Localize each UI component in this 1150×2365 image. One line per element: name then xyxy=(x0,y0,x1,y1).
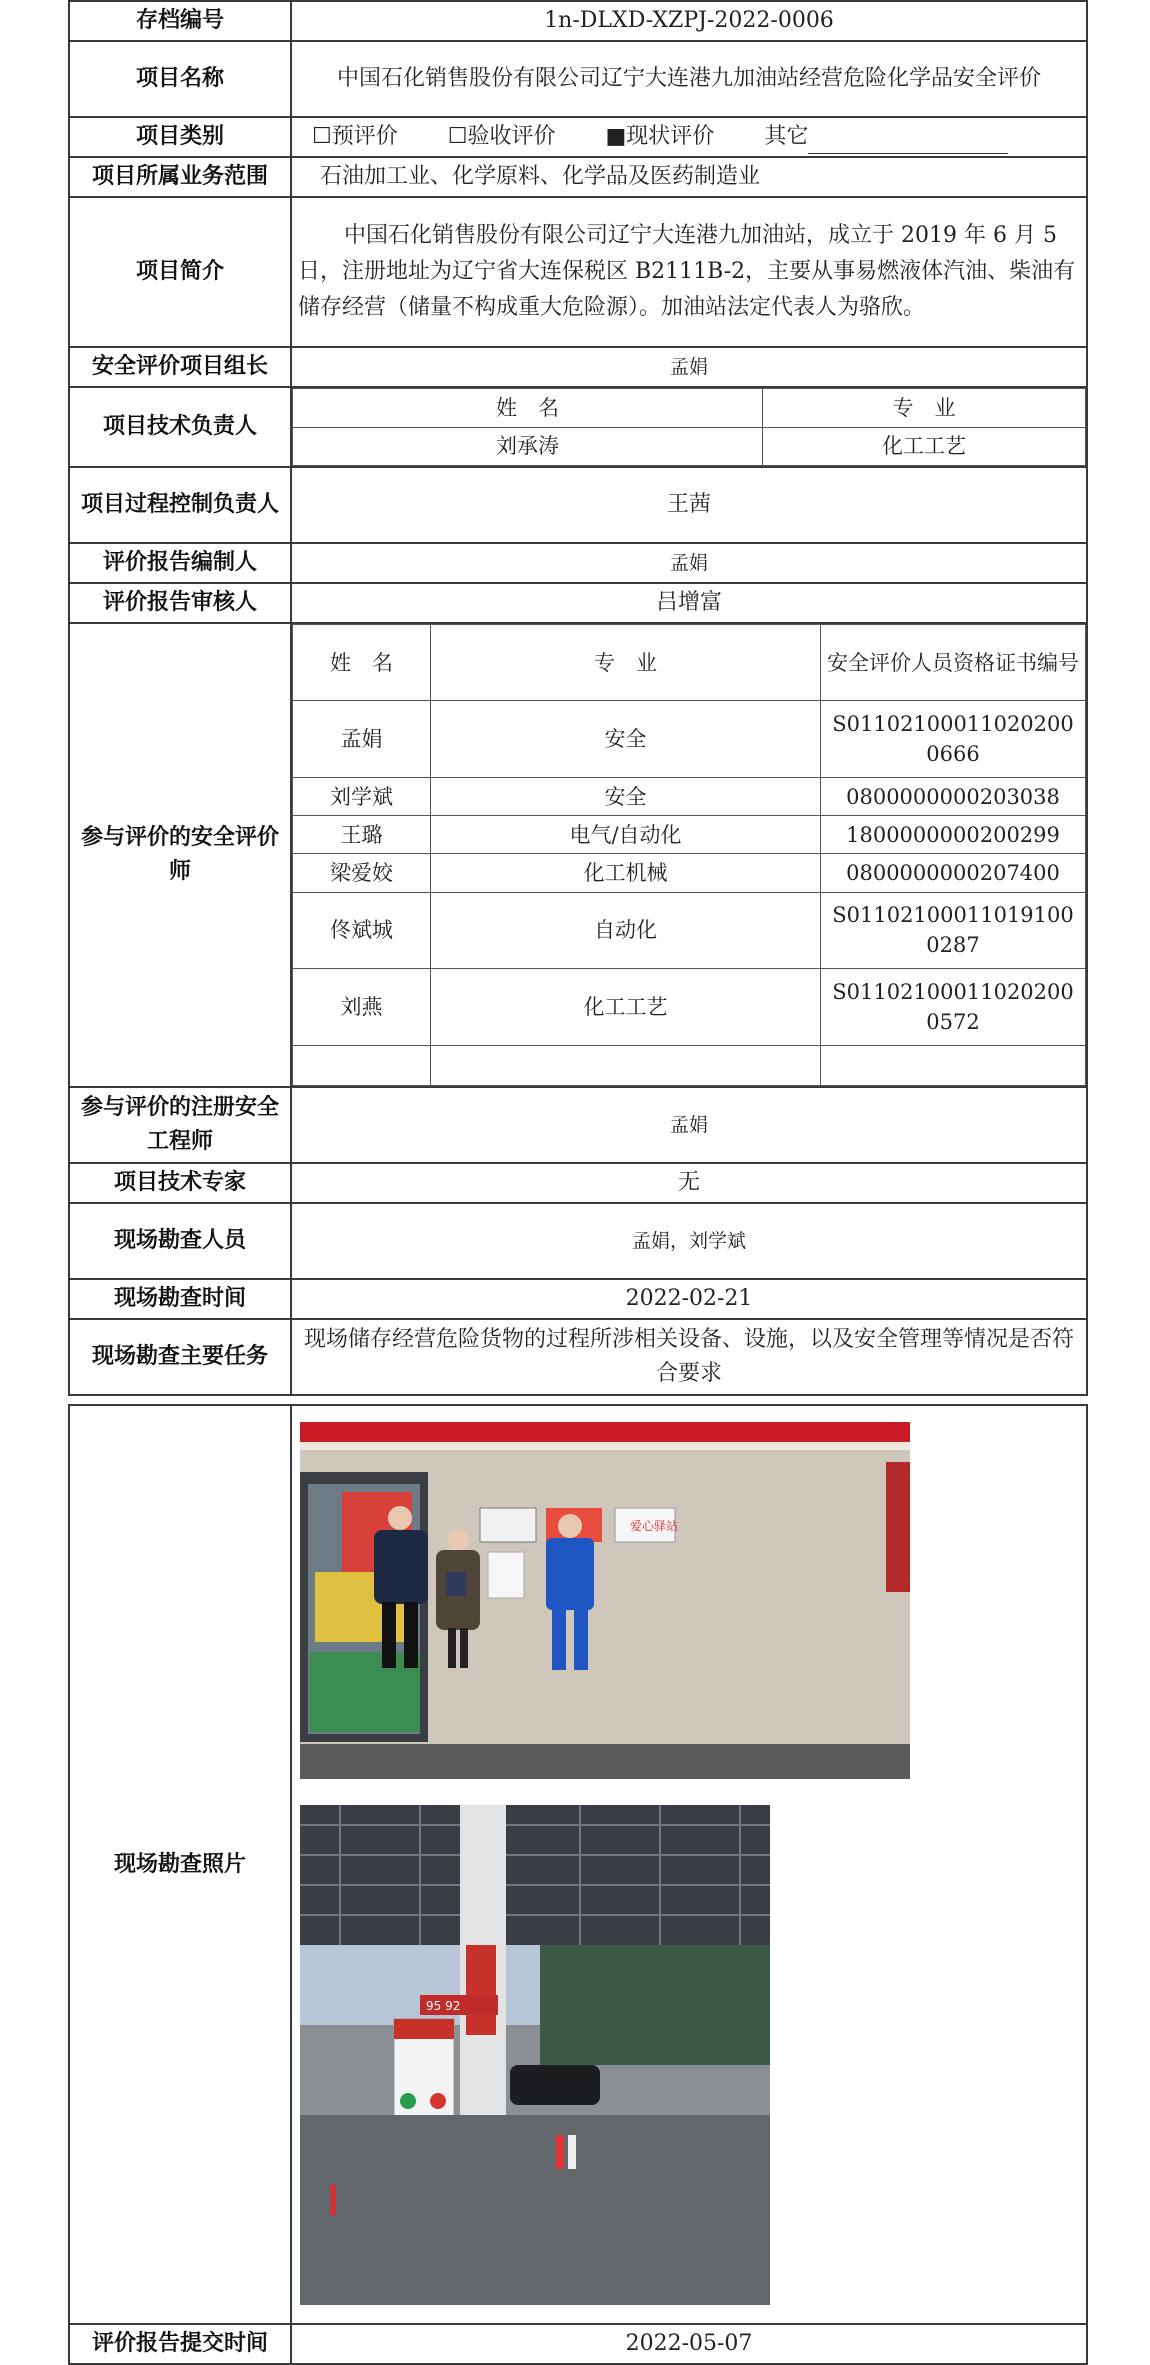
intro-label: 项目简介 xyxy=(69,197,291,347)
submit-time-label: 评价报告提交时间 xyxy=(69,2324,291,2364)
assessor-cert: 1800000000200299 xyxy=(821,816,1086,854)
checkbox-status-eval-checked: ■ xyxy=(605,124,627,149)
record-table xyxy=(68,0,1088,1396)
table-row xyxy=(293,969,1086,1045)
table-row-empty xyxy=(293,1045,1086,1085)
price-sign-text: 95 92 xyxy=(426,1999,461,2013)
assessor-major: 安全 xyxy=(431,777,821,815)
report-reviewer-label: 评价报告审核人 xyxy=(69,583,291,623)
other-blank-line xyxy=(808,131,1008,154)
tech-lead-name: 刘承涛 xyxy=(293,427,763,466)
fuel-island-photo-graphic xyxy=(300,1805,770,2305)
project-type-options xyxy=(291,117,1087,157)
checkbox-pre-eval: ☐ xyxy=(312,124,332,149)
photo-table xyxy=(68,1404,1088,2365)
report-writer-value: 孟娟 xyxy=(291,543,1087,583)
assessors-label: 参与评价的安全评价师 xyxy=(69,623,291,1087)
table-row xyxy=(293,777,1086,815)
project-name-row xyxy=(69,41,1087,117)
assessor-cert: 0800000000203038 xyxy=(821,777,1086,815)
project-name-label: 项目名称 xyxy=(69,41,291,117)
option-pre-eval: 预评价 xyxy=(331,124,398,149)
archive-value: 1n-DLXD-XZPJ-2022-0006 xyxy=(291,1,1087,41)
assessor-major: 电气/自动化 xyxy=(431,816,821,854)
tech-expert-row xyxy=(69,1163,1087,1203)
tech-lead-table xyxy=(292,388,1086,466)
option-other: 其它 xyxy=(764,124,809,149)
registered-engineer-value: 孟娟 xyxy=(291,1087,1087,1163)
submit-time-row xyxy=(69,2324,1087,2364)
survey-time-row xyxy=(69,1279,1087,1319)
assessors-table xyxy=(292,624,1086,1086)
survey-staff-value: 孟娟，刘学斌 xyxy=(291,1203,1087,1279)
assessors-header-row xyxy=(293,625,1086,701)
survey-time-value: 2022-02-21 xyxy=(291,1279,1087,1319)
assessor-major: 化工机械 xyxy=(431,854,821,892)
registered-engineer-label: 参与评价的注册安全工程师 xyxy=(69,1087,291,1163)
tech-expert-value: 无 xyxy=(291,1163,1087,1203)
report-reviewer-value: 吕增富 xyxy=(291,583,1087,623)
intro-value: 中国石化销售股份有限公司辽宁大连港九加油站，成立于 2019 年 6 月 5 日，注册地址为辽宁省大连保税区 B2111B-2，主要从事易燃液体汽油、柴油有储存经营（储量不构成重大危险源）。加油站法定代表人为骆欣。 xyxy=(291,197,1087,347)
tech-lead-row xyxy=(69,387,1087,467)
assessor-name: 刘学斌 xyxy=(293,777,431,815)
archive-row xyxy=(69,1,1087,41)
registered-engineer-row xyxy=(69,1087,1087,1163)
assessor-cert: S011021000110202000572 xyxy=(821,969,1086,1045)
table-row xyxy=(293,701,1086,777)
storefront-photo xyxy=(300,1422,910,1779)
team-leader-label: 安全评价项目组长 xyxy=(69,347,291,387)
survey-task-value: 现场储存经营危险货物的过程所涉相关设备、设施，以及安全管理等情况是否符合要求 xyxy=(291,1319,1087,1395)
survey-photos-row xyxy=(69,1405,1087,2324)
assessors-row xyxy=(69,623,1087,1087)
sign-text: 爱心驿站 xyxy=(630,1519,679,1533)
assessor-name: 梁爱姣 xyxy=(293,854,431,892)
business-scope-value: 石油加工业、化学原料、化学品及医药制造业 xyxy=(291,157,1087,197)
tech-lead-label: 项目技术负责人 xyxy=(69,387,291,467)
archive-label: 存档编号 xyxy=(69,1,291,41)
submit-time-value: 2022-05-07 xyxy=(291,2324,1087,2364)
assessor-cert: S011021000110191000287 xyxy=(821,892,1086,968)
option-status-eval: 现状评价 xyxy=(626,124,715,149)
tech-lead-col-major: 专 业 xyxy=(763,389,1086,428)
report-reviewer-row xyxy=(69,583,1087,623)
assessor-name: 王璐 xyxy=(293,816,431,854)
business-scope-row xyxy=(69,157,1087,197)
business-scope-label: 项目所属业务范围 xyxy=(69,157,291,197)
process-control-value: 王茜 xyxy=(291,467,1087,543)
survey-staff-label: 现场勘查人员 xyxy=(69,1203,291,1279)
survey-staff-row xyxy=(69,1203,1087,1279)
assessor-name: 孟娟 xyxy=(293,701,431,777)
team-leader-value: 孟娟 xyxy=(291,347,1087,387)
table-row xyxy=(293,892,1086,968)
tech-lead-major: 化工工艺 xyxy=(763,427,1086,466)
option-acceptance-eval: 验收评价 xyxy=(467,124,556,149)
survey-time-label: 现场勘查时间 xyxy=(69,1279,291,1319)
evaluation-record-sheet xyxy=(68,0,1086,2365)
intro-row xyxy=(69,197,1087,347)
assessors-cell xyxy=(291,623,1087,1087)
checkbox-acceptance-eval: ☐ xyxy=(447,124,468,149)
tech-expert-label: 项目技术专家 xyxy=(69,1163,291,1203)
storefront-photo-graphic xyxy=(300,1422,910,1779)
project-type-label: 项目类别 xyxy=(69,117,291,157)
process-control-label: 项目过程控制负责人 xyxy=(69,467,291,543)
project-name-value: 中国石化销售股份有限公司辽宁大连港九加油站经营危险化学品安全评价 xyxy=(291,41,1087,117)
assessor-name: 佟斌城 xyxy=(293,892,431,968)
table-row xyxy=(293,816,1086,854)
report-writer-row xyxy=(69,543,1087,583)
survey-task-row xyxy=(69,1319,1087,1395)
assessor-cert: 0800000000207400 xyxy=(821,854,1086,892)
tech-lead-cell xyxy=(291,387,1087,467)
assessors-col-name: 姓 名 xyxy=(293,625,431,701)
report-writer-label: 评价报告编制人 xyxy=(69,543,291,583)
assessor-major: 自动化 xyxy=(431,892,821,968)
table-row xyxy=(293,854,1086,892)
team-leader-row xyxy=(69,347,1087,387)
assessors-col-cert: 安全评价人员资格证书编号 xyxy=(821,625,1086,701)
assessor-major: 安全 xyxy=(431,701,821,777)
assessor-cert: S011021000110202000666 xyxy=(821,701,1086,777)
project-type-row xyxy=(69,117,1087,157)
assessor-major: 化工工艺 xyxy=(431,969,821,1045)
fuel-island-photo xyxy=(300,1805,770,2305)
survey-photos-cell xyxy=(291,1405,1087,2324)
assessor-name: 刘燕 xyxy=(293,969,431,1045)
survey-photos-label: 现场勘查照片 xyxy=(69,1405,291,2324)
tech-lead-col-name: 姓 名 xyxy=(293,389,763,428)
survey-task-label: 现场勘查主要任务 xyxy=(69,1319,291,1395)
assessors-col-major: 专 业 xyxy=(431,625,821,701)
process-control-row xyxy=(69,467,1087,543)
